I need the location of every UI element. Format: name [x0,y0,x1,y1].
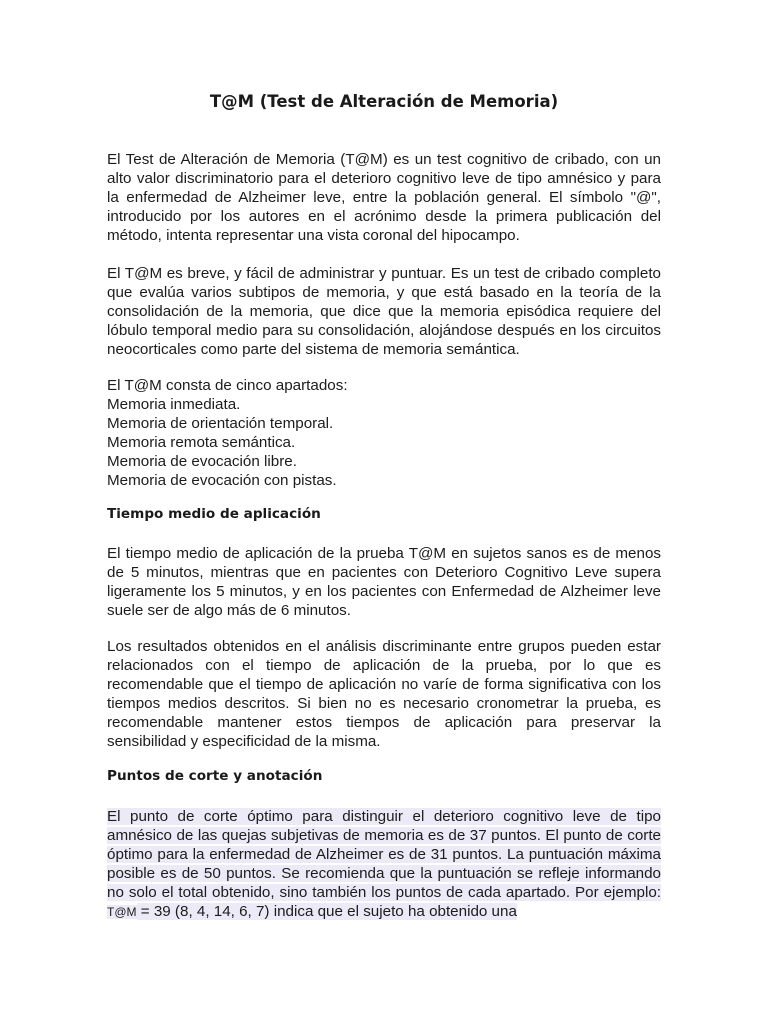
paragraph-resultados: Los resultados obtenidos en el análisis discriminante entre grupos pueden estar relacionados con el tiempo de aplicación de la prueba, por lo que es recomendable que el tiempo de aplicación no varíe de forma significativa con los tiempos medios descritos. Si bien no es necesario cronometrar la prueba, es recomendable mantener estos tiempos de aplicación para preservar la sensibilidad y especificidad de la misma. [107,638,661,750]
sections-list-intro: El T@M consta de cinco apartados: [107,377,348,394]
list-item: Memoria de evocación libre. [107,453,297,470]
highlighted-text: El punto de corte óptimo para distinguir el deterioro cognitivo leve de tipo amnésico de las quejas subjetivas de memoria es de 37 puntos. El punto de corte óptimo para la enfermedad de Alzheimer es de 31 puntos. La puntuación máxima posible es de 50 puntos. Se recomienda que la puntuación se refleje informando no solo el total obtenido, sino también los puntos de cada apartado. Por ejemplo: [107,808,661,901]
list-item: Memoria inmediata. [107,396,241,413]
paragraph-intro: El Test de Alteración de Memoria (T@M) es un test cognitivo de cribado, con un alto valor discriminatorio para el deterioro cognitivo leve de tipo amnésico y para la enfermedad de Alzheimer leve, entre la población general. El símbolo "@", introducido por los autores en el acrónimo desde la primera publicación del método, intenta representar una vista coronal del hipocampo. [107,151,661,244]
paragraph-puntos-corte [107,807,661,922]
document-title: T@M (Test de Alteración de Memoria) [209,92,559,111]
paragraph-tiempo: El tiempo medio de aplicación de la prueba T@M en sujetos sanos es de menos de 5 minutos, mientras que en pacientes con Deterioro Cognitivo Leve supera ligeramente los 5 minutos, y en los pacientes con Enfermedad de Alzheimer leve suele ser de algo más de 6 minutos. [107,545,661,619]
sections-list [107,376,661,490]
list-item: Memoria de evocación con pistas. [107,472,337,489]
paragraph-description: El T@M es breve, y fácil de administrar y puntuar. Es un test de cribado completo que evalúa varios subtipos de memoria, y que está basado en la teoría de la consolidación de la memoria, que dice que la memoria episódica requiere del lóbulo temporal medio para su consolidación, alojándose después en los circuitos neocorticales como parte del sistema de memoria semántica. [107,265,661,358]
list-item: Memoria remota semántica. [107,434,296,451]
heading-puntos-corte: Puntos de corte y anotación [107,768,323,784]
heading-tiempo-medio: Tiempo medio de aplicación [107,506,321,522]
tam-symbol: T@M [107,905,137,919]
list-item: Memoria de orientación temporal. [107,415,334,432]
highlighted-text-end: = 39 (8, 4, 14, 6, 7) indica que el sujeto ha obtenido una [136,903,517,920]
